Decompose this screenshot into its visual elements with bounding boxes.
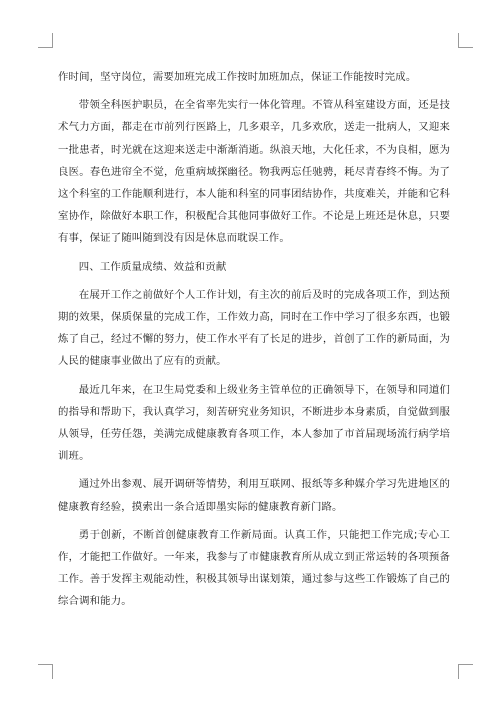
crop-mark-top-right <box>458 33 473 48</box>
paragraph-learning: 通过外出参观、展开调研等情势，利用互联网、报纸等多种媒介学习先进地区的健康教育经验，摸索出一条合适即墨实际的健康教育新门路。 <box>58 478 450 513</box>
paragraph-team-management: 带领全科医护职员，在全省率先实行一体化管理。不管从科室建设方面，还是技术气力方面，都走在市前列行医路上，几多艰辛，几多欢欣，送走一批病人，又迎来一批患者，时光就在这迎来送走中渐渐消逝。纵浪天地，大化任求，不为良相，愿为良医。春色进帘全不觉，危重病域探幽径。物我两忘任驰骋，耗尽青春终不悔。为了这个科室的工作能顺利进行，本人能和科室的同事团结协作，共度难关，并能和它科室协作，除做好本职工作，积极配合其他同事做好工作。不论是上班还是休息，只要有事，保证了随叫随到没有因是休息而耽误工作。 <box>58 99 450 245</box>
crop-mark-top-left <box>38 33 53 48</box>
document-body <box>58 66 450 619</box>
crop-mark-bottom-left <box>38 664 53 679</box>
paragraph-work-plan: 在展开工作之前做好个人工作计划，有主次的前后及时的完成各项工作，到达预期的效果，保质保量的完成工作，工作效力高，同时在工作中学习了很多东西，也锻炼了自己，经过不懈的努力，使工作水平有了长足的进步，首创了工作的新局面，为人民的健康事业做出了应有的贡献。 <box>58 288 450 368</box>
paragraph-leadership: 最近几年来，在卫生局党委和上级业务主管单位的正确领导下，在领导和同道们的指导和帮助下，我认真学习，刻苦研究业务知识，不断进步本身素质，自觉做到服从领导，任劳任怨，美满完成健康教育各项工作，本人参加了市首届现场流行病学培训班。 <box>58 383 450 463</box>
section-heading-quality: 四、工作质量成绩、效益和贡献 <box>78 260 227 273</box>
paragraph-innovation: 勇于创新，不断首创健康教育工作新局面。认真工作，只能把工作完成;专心工作，才能把工作做好。一年来，我参与了市健康教育所从成立到正常运转的各项预备工作。善于发挥主观能动性，积极其领导出谋划策，通过参与这些工作锻炼了自己的综合调和能力。 <box>58 528 450 608</box>
crop-mark-bottom-right <box>458 664 473 679</box>
paragraph-continuation: 作时间，坚守岗位，需要加班完成工作按时加班加点，保证工作能按时完成。 <box>58 71 417 83</box>
